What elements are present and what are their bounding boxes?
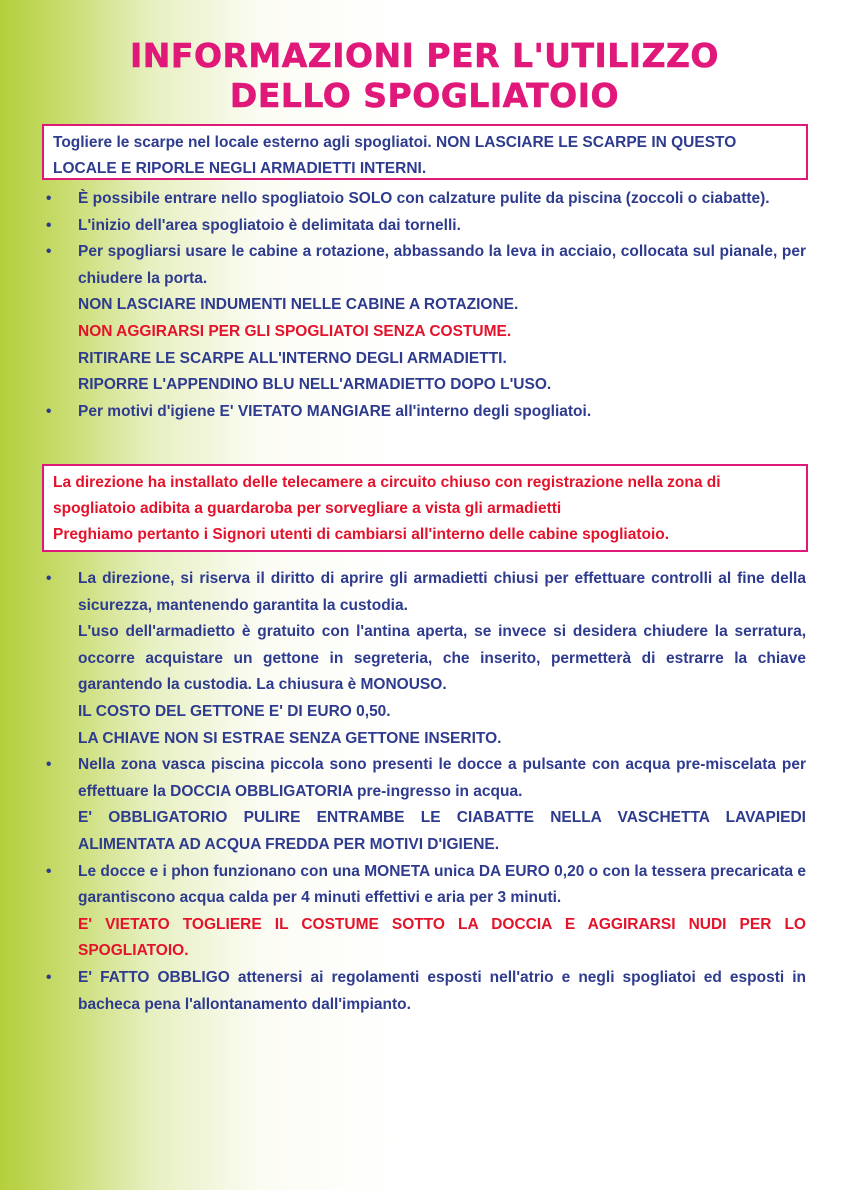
cctv-notice-request: Preghiamo pertanto i Signori utenti di cambiarsi all'interno delle cabine spogliatoio.	[53, 526, 670, 543]
rule-text: Nella zona vasca piscina piccola sono presenti le docce a pulsante con acqua pre-miscelata per effettuare la DOCCIA OBBLIGATORIA pre-ingresso in acqua.	[78, 756, 806, 800]
bullet-icon: •	[46, 968, 52, 986]
rule-subline: E' OBBLIGATORIO PULIRE ENTRAMBE LE CIABATTE NELLA VASCHETTA LAVAPIEDI ALIMENTATA AD ACQUA FREDDA PER MOTIVI D'IGIENE.	[78, 809, 806, 853]
rule-warning: E' VIETATO TOGLIERE IL COSTUME SOTTO LA DOCCIA E AGGIRARSI NUDI PER LO SPOGLIATOIO.	[78, 915, 806, 960]
rule-subline: LA CHIAVE NON SI ESTRAE SENZA GETTONE INSERITO.	[78, 729, 502, 747]
rule-subline: RIPORRE L'APPENDINO BLU NELL'ARMADIETTO DOPO L'USO.	[78, 376, 552, 394]
rule-text: Le docce e i phon funzionano con una MONETA unica DA EURO 0,20 o con la tessera precaricata e garantiscono acqua calda per 4 minuti effettivi e aria per 3 minuti.	[78, 862, 806, 907]
rule-subline: IL COSTO DEL GETTONE E' DI EURO 0,50.	[78, 702, 391, 720]
bullet-icon: •	[46, 190, 52, 207]
cctv-notice-text: La direzione ha installato delle telecamere a circuito chiuso con registrazione nella zona di spogliatoio adibita a guardaroba per sorvegliare a vista gli armadietti	[53, 474, 721, 517]
bullet-icon: •	[46, 756, 52, 774]
rule-text: L'inizio dell'area spogliatoio è delimitata dai tornelli.	[78, 216, 461, 234]
rule-item	[44, 965, 806, 1018]
rule-subline: L'uso dell'armadietto è gratuito con l'antina aperta, se invece si desidera chiudere la serratura, occorre acquistare un gettone in segreteria, che inserito, permetterà di estrarre la chiave garantendo la custodia. La chiusura è MONOUSO.	[78, 623, 806, 694]
rule-item	[44, 186, 806, 213]
rule-text: E' FATTO OBBLIGO attenersi ai regolamenti esposti nell'atrio e negli spogliatoi ed esposti in bacheca pena l'allontanamento dall'impianto.	[78, 968, 806, 1013]
bullet-icon: •	[46, 216, 52, 234]
rule-item	[44, 399, 806, 426]
rule-text: È possibile entrare nello spogliatoio SOLO con calzature pulite da piscina (zoccoli o ciabatte).	[78, 190, 770, 207]
rule-text: La direzione, si riserva il diritto di aprire gli armadietti chiusi per effettuare controlli al fine della sicurezza, mantenendo garantita la custodia.	[78, 570, 806, 614]
page-title	[0, 36, 849, 116]
rule-subline: RITIRARE LE SCARPE ALL'INTERNO DEGLI ARMADIETTI.	[78, 349, 507, 367]
rule-item	[44, 566, 806, 752]
bullet-icon: •	[46, 570, 52, 587]
rule-subline: NON LASCIARE INDUMENTI NELLE CABINE A ROTAZIONE.	[78, 296, 519, 314]
rules-list-part1	[44, 186, 806, 425]
cctv-notice-box	[42, 464, 808, 552]
rule-warning: NON AGGIRARSI PER GLI SPOGLIATOI SENZA COSTUME.	[78, 322, 512, 340]
bullet-icon: •	[46, 862, 52, 880]
rule-item	[44, 859, 806, 965]
title-line-2: DELLO SPOGLIATOIO	[229, 76, 620, 115]
shoes-notice-text: Togliere le scarpe nel locale esterno agli spogliatoi. NON LASCIARE LE SCARPE IN QUESTO LOCALE E RIPORLE NEGLI ARMADIETTI INTERNI.	[53, 134, 737, 177]
rule-item	[44, 213, 806, 240]
rule-text: Per spogliarsi usare le cabine a rotazione, abbassando la leva in acciaio, collocata sul pianale, per chiudere la porta.	[78, 243, 806, 287]
shoes-notice-box	[42, 124, 808, 180]
title-line-1: INFORMAZIONI PER L'UTILIZZO	[130, 36, 719, 75]
rules-list-part2	[44, 566, 806, 1018]
bullet-icon: •	[46, 243, 52, 261]
rule-item	[44, 239, 806, 399]
rule-text: Per motivi d'igiene E' VIETATO MANGIARE all'interno degli spogliatoi.	[78, 402, 592, 420]
rule-item	[44, 752, 806, 858]
bullet-icon: •	[46, 402, 52, 420]
